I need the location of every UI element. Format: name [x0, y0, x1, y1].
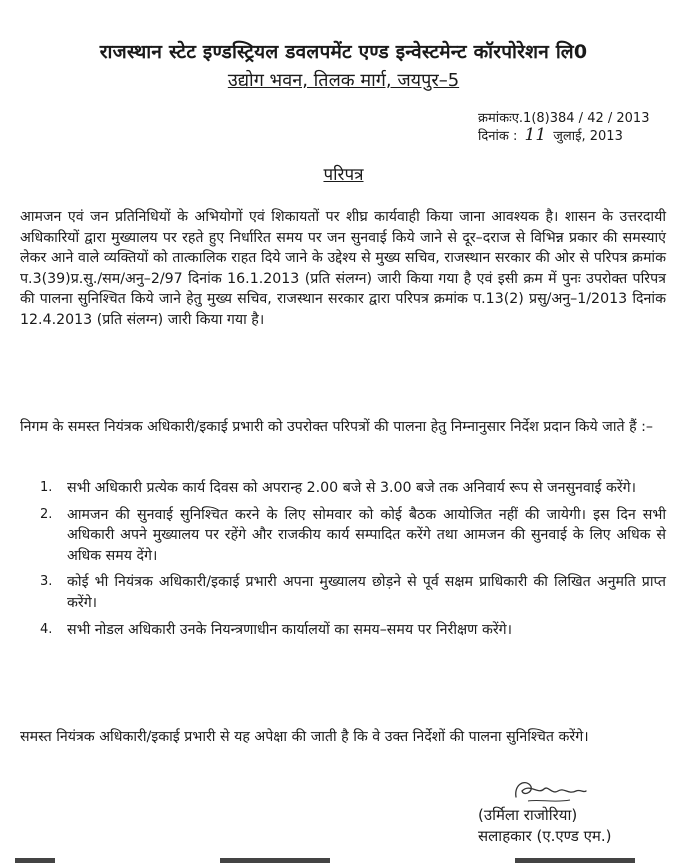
directive-item — [20, 572, 666, 613]
signatory-designation: सलाहकार (ए.एण्ड एम.) — [478, 827, 612, 845]
date-label: दिनांक : — [478, 129, 518, 144]
date-month-year: जुलाई, 2013 — [553, 129, 623, 144]
directive-number: 3. — [40, 574, 53, 590]
directive-item — [20, 478, 666, 499]
cropped-text-remnant — [15, 855, 665, 863]
signatory-name: (उर्मिला राजोरिया) — [478, 806, 578, 824]
directive-number: 2. — [40, 506, 53, 522]
directive-number: 4. — [40, 621, 53, 637]
issue-date — [478, 125, 623, 145]
office-address: उद्योग भवन, तिलक मार्ग, जयपुर–5 — [227, 70, 460, 91]
directives-list — [20, 478, 666, 646]
circular-heading: परिपत्र — [323, 165, 364, 185]
handwritten-signature — [510, 775, 590, 809]
intro-paragraph: आमजन एवं जन प्रतिनिधियों के अभियोगों एवं शिकायतों पर शीघ्र कार्यवाही किया जाना आवश्यक है। शासन के उत्तरदायी अधिकारियों द्वारा मुख्यालय पर रहते हुए निर्धारित समय पर जन सुनवाई किये जाने से दूर–दराज से विभिन्न प्रकार की समस्याएं लेकर आने वाले व्यक्तियों को तात्कालिक राहत दिये जाने के उद्देश्य से मुख्य सचिव, राजस्थान सरकार की ओर से परिपत्र क्रमांक प.3(39)प्र.सु./सम/अनु–2/97 दिनांक 16.1.2013 (प्रति संलग्न) जारी किया गया है एवं इसी क्रम में पुनः उपरोक्त परिपत्र की पालना सुनिश्चित किये जाने हेतु मुख्य सचिव, राजस्थान सरकार द्वारा परिपत्र क्रमांक प.13(2) प्रसु/अनु–1/2013 दिनांक 12.4.2013 (प्रति संलग्न) जारी किया गया है। — [20, 209, 667, 328]
directive-number: 1. — [40, 480, 53, 495]
closing-paragraph: समस्त नियंत्रक अधिकारी/इकाई प्रभारी से यह अपेक्षा की जाती है कि वे उक्त निर्देशों की पालना सुनिश्चित करेंगे। — [20, 729, 589, 745]
directive-text: सभी अधिकारी प्रत्येक कार्य दिवस को अपरान्ह 2.00 बजे से 3.00 बजे तक अनिवार्य रूप से जनसुनवाई करेंगे। — [67, 480, 637, 496]
directive-item — [20, 505, 666, 567]
reference-number: क्रमांकःए.1(8)384 / 42 / 2013 — [478, 111, 650, 126]
directive-item — [20, 620, 666, 641]
directive-text: आमजन की सुनवाई सुनिश्चित करने के लिए सोमवार को कोई बैठक आयोजित नहीं की जायेगी। इस दिन सभी अधिकारी अपने मुख्यालय पर रहेंगे और राजकीय कार्य सम्पादित करेंगे तथा आमजन की सुनवाई के लिए अधिक से अधिक समय देंगे। — [67, 506, 666, 564]
directive-text: कोई भी नियंत्रक अधिकारी/इकाई प्रभारी अपना मुख्यालय छोड़ने से पूर्व सक्षम प्राधिकारी की लिखित अनुमति प्राप्त करेंगे। — [67, 574, 666, 611]
directive-text: सभी नोडल अधिकारी उनके नियन्त्रणाधीन कार्यालयों का समय–समय पर निरीक्षण करेंगे। — [67, 621, 513, 638]
document-title: राजस्थान स्टेट इण्डस्ट्रियल डवलपमेंट एण्ड इन्वेस्टमेन्ट कॉरपोरेशन लि0 — [99, 41, 588, 63]
date-day-handwritten: 11 — [524, 125, 547, 145]
instruction-paragraph: निगम के समस्त नियंत्रक अधिकारी/इकाई प्रभारी को उपरोक्त परिपत्रों की पालना हेतु निम्नानुसार निर्देश प्रदान किये जाते हैं :– — [20, 419, 654, 435]
